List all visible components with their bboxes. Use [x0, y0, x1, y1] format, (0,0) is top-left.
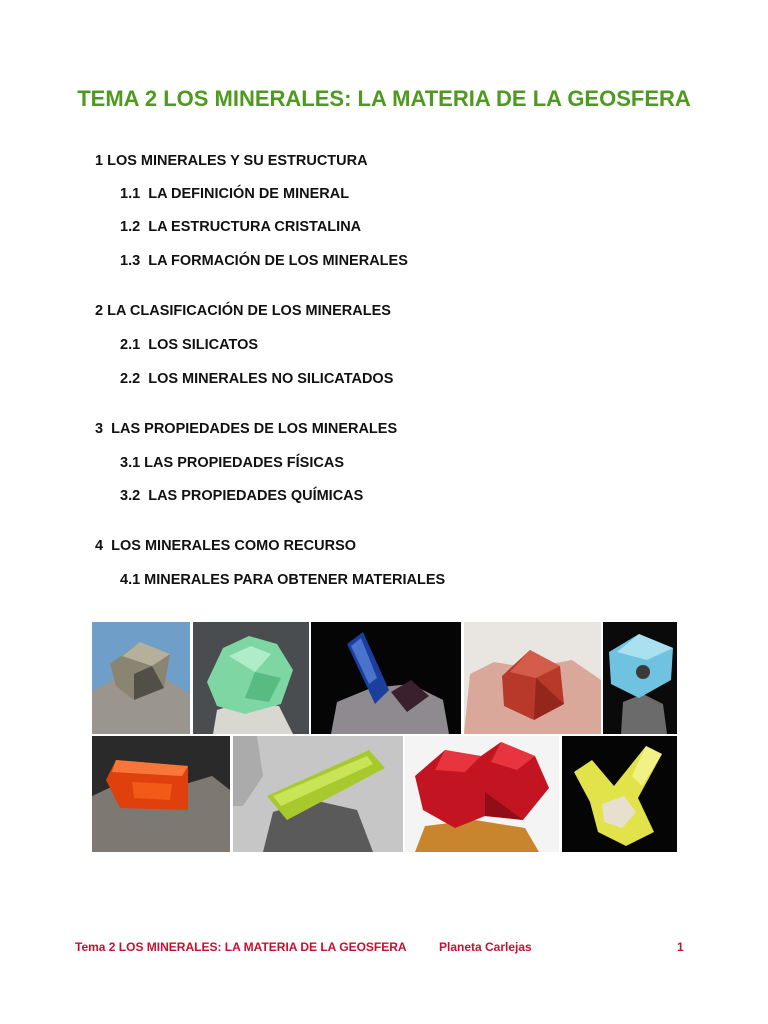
footer-author: Planeta Carlejas — [439, 940, 532, 954]
toc-section-1: 1 LOS MINERALES Y SU ESTRUCTURA — [95, 153, 368, 169]
garnet-red-photo — [464, 622, 601, 734]
page-title-text: TEMA 2 LOS MINERALES: LA MATERIA DE LA GEOSFERA — [77, 86, 691, 111]
yellow-crystal-photo-image — [562, 736, 677, 852]
orange-wulfenite-photo — [92, 736, 230, 852]
inclusion — [636, 665, 650, 679]
red-dodecahedra-photo-image — [405, 736, 559, 852]
red-dodecahedra-photo — [405, 736, 559, 852]
yellow-crystal-photo — [562, 736, 677, 852]
pyrite-photo-image — [92, 622, 190, 734]
fluorite-green-photo-image — [193, 622, 309, 734]
toc-subsection-3-2: 3.2 LAS PROPIEDADES QUÍMICAS — [120, 488, 364, 504]
crystal-glow — [132, 782, 172, 800]
aquamarine-photo — [603, 622, 677, 734]
toc-subsection-4-1: 4.1 MINERALES PARA OBTENER MATERIALES — [120, 572, 446, 588]
toc-subsection-2-2: 2.2 LOS MINERALES NO SILICATADOS — [120, 371, 394, 387]
toc-subsection-1-1: 1.1 LA DEFINICIÓN DE MINERAL — [120, 186, 350, 202]
toc-subsection-3-1: 3.1 LAS PROPIEDADES FÍSICAS — [120, 455, 344, 471]
fluorite-green-photo — [193, 622, 309, 734]
aquamarine-photo-image — [603, 622, 677, 734]
footer-document-title: Tema 2 LOS MINERALES: LA MATERIA DE LA GEOSFERA — [75, 940, 407, 954]
toc-section-4: 4 LOS MINERALES COMO RECURSO — [95, 538, 357, 554]
toc-subsection-2-1: 2.1 LOS SILICATOS — [120, 337, 259, 353]
garnet-red-photo-image — [464, 622, 601, 734]
orange-wulfenite-photo-image — [92, 736, 230, 852]
toc-section-3: 3 LAS PROPIEDADES DE LOS MINERALES — [95, 421, 398, 437]
toc-subsection-1-3: 1.3 LA FORMACIÓN DE LOS MINERALES — [120, 253, 408, 269]
toc-subsection-1-2: 1.2 LA ESTRUCTURA CRISTALINA — [120, 219, 362, 235]
pyrite-photo — [92, 622, 190, 734]
blue-crystal-photo-image — [311, 622, 461, 734]
blue-crystal-photo — [311, 622, 461, 734]
footer-page-number: 1 — [677, 940, 684, 954]
toc-section-2: 2 LA CLASIFICACIÓN DE LOS MINERALES — [95, 303, 391, 319]
olive-green-crystal-photo — [233, 736, 403, 852]
olive-green-crystal-photo-image — [233, 736, 403, 852]
